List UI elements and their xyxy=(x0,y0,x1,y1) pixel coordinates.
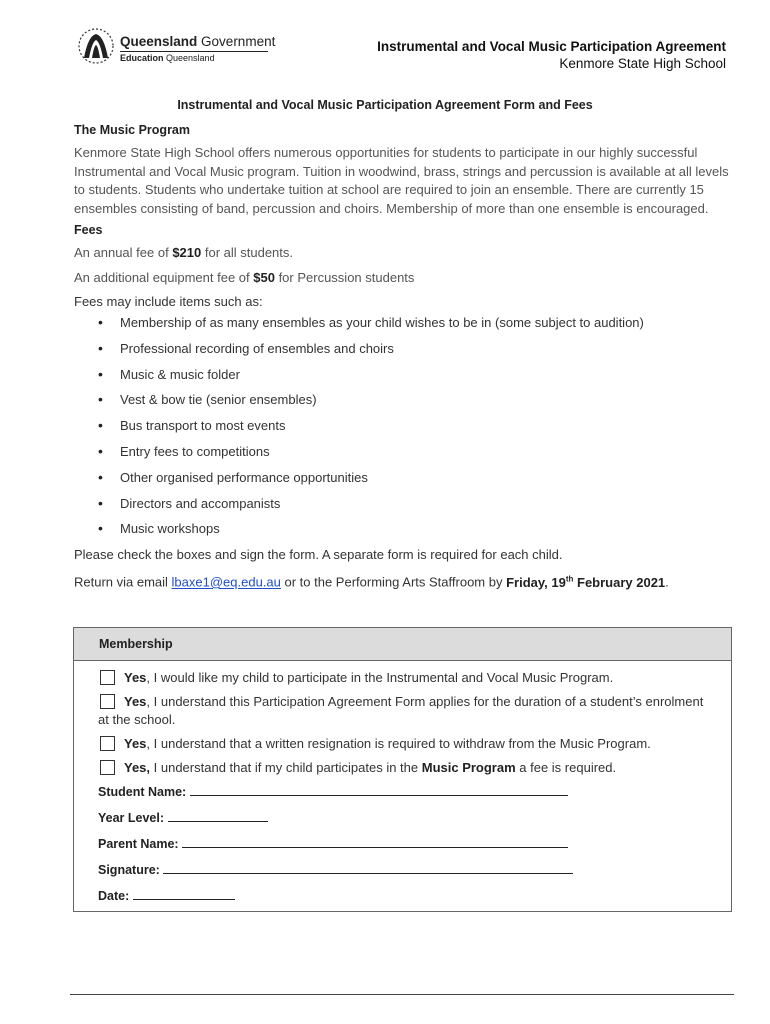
participate-checkbox[interactable] xyxy=(100,670,115,685)
year-level-input[interactable] xyxy=(168,809,268,822)
duration-checkbox[interactable] xyxy=(100,694,115,709)
list-item: • Membership of as many ensembles as your child wishes to be in (some subject to audition) xyxy=(74,314,730,340)
membership-section xyxy=(73,627,732,912)
return-instructions: Return via email lbaxe1@eq.edu.au or to the Performing Arts Staffroom by Friday, 19th February 2021. xyxy=(74,574,669,590)
form-title: Instrumental and Vocal Music Participation Agreement Form and Fees xyxy=(177,98,593,112)
annual-fee-text: An annual fee of $210 for all students. xyxy=(74,245,294,260)
fees-include-intro: Fees may include items such as: xyxy=(74,294,263,309)
logo-wordmark: Queensland Government xyxy=(120,34,276,49)
crest-icon xyxy=(74,26,118,66)
logo-underline xyxy=(120,51,268,52)
equipment-fee-text: An additional equipment fee of $50 for Percussion students xyxy=(74,270,415,285)
email-link[interactable]: lbaxe1@eq.edu.au xyxy=(171,574,281,590)
logo-department: Education Queensland xyxy=(120,53,215,63)
list-item: • Vest & bow tie (senior ensembles) xyxy=(74,391,730,417)
list-item: • Directors and accompanists xyxy=(74,495,730,521)
check-instructions: Please check the boxes and sign the form. A separate form is required for each child. xyxy=(74,547,563,563)
program-heading: The Music Program xyxy=(74,123,190,137)
fee-required-checkbox[interactable] xyxy=(100,760,115,775)
student-name-input[interactable] xyxy=(190,783,568,796)
list-item: • Professional recording of ensembles and choirs xyxy=(74,340,730,366)
signature-field: Signature: xyxy=(98,861,711,879)
list-item: • Other organised performance opportunities xyxy=(74,469,730,495)
document-header xyxy=(377,38,726,72)
participate-option: Yes, I would like my child to participate in the Instrumental and Vocal Music Program. xyxy=(98,669,711,687)
parent-name-field: Parent Name: xyxy=(98,835,711,853)
deadline: Friday, 19th February 2021 xyxy=(506,574,666,590)
resignation-checkbox[interactable] xyxy=(100,736,115,751)
date-input[interactable] xyxy=(133,887,235,900)
membership-heading: Membership xyxy=(74,628,731,661)
list-item: • Bus transport to most events xyxy=(74,417,730,443)
list-item: • Music & music folder xyxy=(74,366,730,392)
list-item: • Entry fees to competitions xyxy=(74,443,730,469)
resignation-option: Yes, I understand that a written resignation is required to withdraw from the Music Program. xyxy=(98,735,711,753)
program-description: Kenmore State High School offers numerous opportunities for students to participate in our highly successful Instrumental and Vocal Music program. Tuition in woodwind, brass, strings and percussion is available at all levels to students. Students who undertake tuition at school are required to join an ensemble. There are currently 15 ensembles consisting of band, percussion and choirs. Membership of more than one ensemble is encouraged. xyxy=(74,145,729,216)
year-level-field: Year Level: xyxy=(98,809,711,827)
queensland-government-logo xyxy=(74,26,284,70)
fees-heading: Fees xyxy=(74,223,103,237)
date-field: Date: xyxy=(98,887,711,905)
school-name: Kenmore State High School xyxy=(559,56,726,71)
list-item: • Music workshops xyxy=(74,520,730,546)
fee-required-option: Yes, I understand that if my child participates in the Music Program a fee is required. xyxy=(98,759,711,777)
footer-divider xyxy=(70,994,734,995)
document-body xyxy=(74,123,730,591)
document-title: Instrumental and Vocal Music Participation Agreement xyxy=(377,39,726,54)
fee-items-list xyxy=(74,314,730,546)
parent-name-input[interactable] xyxy=(182,835,568,848)
student-name-field: Student Name: xyxy=(98,783,711,801)
signature-input[interactable] xyxy=(163,861,573,874)
duration-option: Yes, I understand this Participation Agreement Form applies for the duration of a student’s enrolment at the school. xyxy=(98,694,704,727)
